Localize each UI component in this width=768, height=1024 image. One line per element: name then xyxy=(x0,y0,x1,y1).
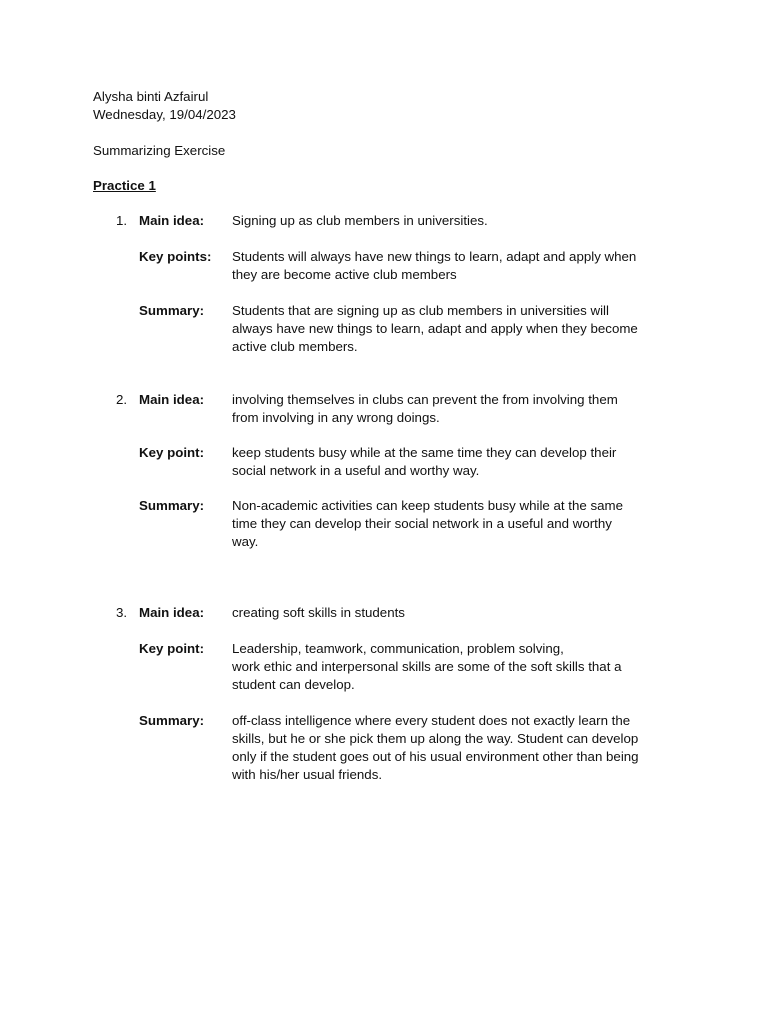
text-line: Non-academic activities can keep students busy while at the same xyxy=(232,498,623,513)
main-idea-label: Main idea: xyxy=(139,213,205,228)
text-line: social network in a useful and worthy way. xyxy=(232,463,480,478)
author-name: Alysha binti Azfairul xyxy=(93,89,209,104)
text-line: from involving in any wrong doings. xyxy=(232,410,440,425)
item-number: 2. xyxy=(116,392,128,407)
text-line: off-class intelligence where every student does not exactly learn the xyxy=(232,713,631,728)
summary-label: Summary: xyxy=(139,498,205,513)
text-line: keep students busy while at the same time they can develop their xyxy=(232,445,617,460)
summary-label: Summary: xyxy=(139,303,205,318)
main-idea-text: Signing up as club members in universities. xyxy=(232,213,488,228)
key-points-label: Key points: xyxy=(139,249,212,264)
summary-text xyxy=(232,712,678,784)
key-point-label: Key point: xyxy=(139,445,205,460)
text-line: with his/her usual friends. xyxy=(232,767,383,782)
main-idea-text: creating soft skills in students xyxy=(232,605,405,620)
text-line: skills, but he or she pick them up along the way. Student can develop xyxy=(232,731,639,746)
item-number: 1. xyxy=(116,213,128,228)
key-point-label: Key point: xyxy=(139,641,205,656)
main-idea-label: Main idea: xyxy=(139,392,205,407)
key-point-text xyxy=(232,444,678,480)
main-idea-label: Main idea: xyxy=(139,605,205,620)
text-line: involving themselves in clubs can prevent the from involving them xyxy=(232,392,618,407)
text-line: only if the student goes out of his usual environment other than being xyxy=(232,749,639,764)
practice-heading: Practice 1 xyxy=(93,178,156,193)
text-line: they are become active club members xyxy=(232,267,457,282)
key-point-text xyxy=(232,640,678,694)
summary-text xyxy=(232,302,678,356)
text-line: Students will always have new things to learn, adapt and apply when xyxy=(232,249,637,264)
text-line: always have new things to learn, adapt and apply when they become xyxy=(232,321,638,336)
text-line: active club members. xyxy=(232,339,358,354)
text-line: Students that are signing up as club members in universities will xyxy=(232,303,609,318)
key-points-text xyxy=(232,248,678,284)
document-title: Summarizing Exercise xyxy=(93,143,226,158)
summary-label: Summary: xyxy=(139,713,205,728)
item-number: 3. xyxy=(116,605,128,620)
text-line: student can develop. xyxy=(232,677,355,692)
text-line: Leadership, teamwork, communication, problem solving, xyxy=(232,641,564,656)
text-line: time they can develop their social network in a useful and worthy xyxy=(232,516,612,531)
text-line: way. xyxy=(232,534,259,549)
document-date: Wednesday, 19/04/2023 xyxy=(93,107,236,122)
main-idea-text xyxy=(232,391,678,427)
text-line: work ethic and interpersonal skills are some of the soft skills that a xyxy=(232,659,622,674)
summary-text xyxy=(232,497,678,551)
